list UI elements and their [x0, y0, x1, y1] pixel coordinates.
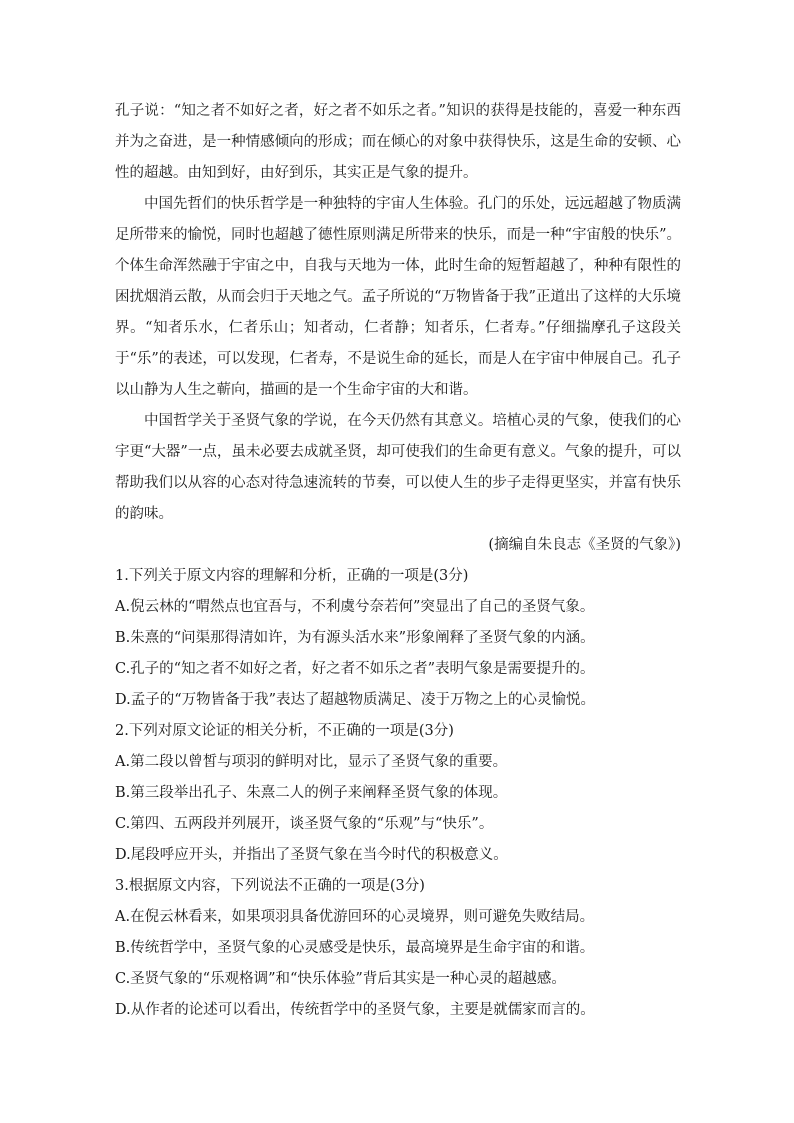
- question-block: [115, 561, 681, 716]
- answer-option: C.孔子的“知之者不如好之者，好之者不如乐之者”表明气象是需要提升的。: [115, 661, 595, 677]
- question-block: [115, 716, 681, 871]
- passage-paragraph: 中国哲学关于圣贤气象的学说，在今天仍然有其意义。培植心灵的气象，使我们的心宇更“大器”一点，虽未必要去成就圣贤，却可使我们的生命更有意义。气象的提升，可以帮助我们以从容的心态对待急速流转的节奏，可以使人生的步子走得更坚实，并富有快乐的韵味。: [115, 413, 681, 522]
- document-page: [115, 96, 681, 1026]
- answer-option: D.孟子的“万物皆备于我”表达了超越物质满足、凌于万物之上的心灵愉悦。: [115, 692, 596, 708]
- answer-option: B.传统哲学中，圣贤气象的心灵感受是快乐，最高境界是生命宇宙的和谐。: [115, 940, 595, 956]
- answer-option: B.第三段举出孔子、朱熹二人的例子来阐释圣贤气象的体现。: [115, 785, 508, 801]
- question-stem: 2.下列对原文论证的相关分析，不正确的一项是(3分): [115, 723, 454, 739]
- passage-paragraph: 孔子说：“知之者不如好之者，好之者不如乐之者。”知识的获得是技能的，喜爱一种东西并为之奋进，是一种情感倾向的形成；而在倾心的对象中获得快乐，这是生命的安顿、心性的超越。由知到好，由好到乐，其实正是气象的提升。: [115, 103, 681, 181]
- answer-option: A.在倪云林看来，如果项羽具备优游回环的心灵境界，则可避免失败结局。: [115, 909, 595, 925]
- passage-source: (摘编自朱良志《圣贤的气象》): [488, 537, 681, 553]
- answer-option: B.朱熹的“问渠那得清如许，为有源头活水来”形象阐释了圣贤气象的内涵。: [115, 630, 595, 646]
- answer-option: A.第二段以曾皙与项羽的鲜明对比，显示了圣贤气象的重要。: [115, 754, 508, 770]
- question-stem: 3.根据原文内容，下列说法不正确的一项是(3分): [115, 878, 425, 894]
- answer-option: C.圣贤气象的“乐观格调”和“快乐体验”背后其实是一种心灵的超越感。: [115, 971, 566, 987]
- question-stem: 1.下列关于原文内容的理解和分析，正确的一项是(3分): [115, 568, 469, 584]
- answer-option: D.尾段呼应开头，并指出了圣贤气象在当今时代的积极意义。: [115, 847, 508, 863]
- answer-option: D.从作者的论述可以看出，传统哲学中的圣贤气象，主要是就儒家而言的。: [115, 1002, 595, 1018]
- passage-paragraph: 中国先哲们的快乐哲学是一种独特的宇宙人生体验。孔门的乐处，远远超越了物质满足所带来的愉悦，同时也超越了德性原则满足所带来的快乐，而是一种“宇宙般的快乐”。个体生命浑然融于宇宙之中，自我与天地为一体，此时生命的短暂超越了，种种有限性的困扰烟消云散，从而会归于天地之气。孟子所说的“万物皆备于我”正道出了这样的大乐境界。“知者乐水，仁者乐山；知者动，仁者静；知者乐，仁者寿。”仔细揣摩孔子这段关于“乐”的表述，可以发现，仁者寿，不是说生命的延长，而是人在宇宙中伸展自己。孔子以山静为人生之蕲向，描画的是一个生命宇宙的大和谐。: [115, 196, 681, 398]
- answer-option: A.倪云林的“喟然点也宜吾与，不利虞兮奈若何”突显出了自己的圣贤气象。: [115, 599, 595, 615]
- question-block: [115, 871, 681, 1026]
- answer-option: C.第四、五两段并列展开，谈圣贤气象的“乐观”与“快乐”。: [115, 816, 494, 832]
